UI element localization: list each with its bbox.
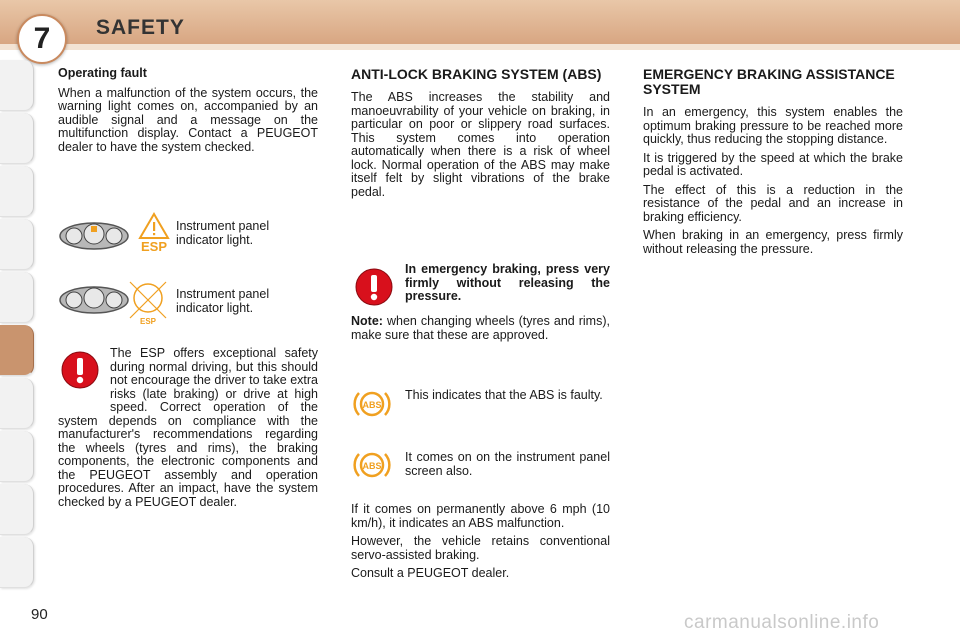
side-tab-3[interactable] <box>0 166 34 217</box>
side-tab-1[interactable] <box>0 60 34 111</box>
indicator-row-2 <box>58 278 306 326</box>
abs-description: The ABS increases the stability and manoeuvrability of your vehicle on braking, in particular on poor or slippery road surfaces. This system comes into operation automatically when there is a risk of wheel lock. Normal operation of the ABS may make itself felt by slight vibrations of the brake pedal. <box>351 90 610 199</box>
side-tab-4[interactable] <box>0 219 34 270</box>
servo-braking-text: However, the vehicle retains conventional servo-assisted braking. <box>351 534 610 562</box>
left-column <box>58 67 318 159</box>
emergency-warning-icon <box>354 267 394 307</box>
indicator-2-caption: Instrument panel indicator light. <box>176 287 270 315</box>
abs-warning-icon <box>352 388 392 420</box>
eba-paragraph-3: The effect of this is a reduction in the resistance of the pedal and an increase in braking efficiency. <box>643 182 903 224</box>
wheel-note <box>351 315 610 347</box>
operating-fault-text: When a malfunction of the system occurs, the warning light comes on, accompanied by an audible signal and a message on the multifunction display. Contact a PEUGEOT dealer to have the system checked. <box>58 85 318 154</box>
chapter-number-badge: 7 <box>17 14 67 64</box>
emergency-braking-heading: EMERGENCY BRAKING ASSISTANCE SYSTEM <box>643 66 895 97</box>
abs-malfunction-text: If it comes on permanently above 6 mph (10 km/h), it indicates an ABS malfunction. <box>351 502 610 530</box>
watermark: carmanualsonline.info <box>684 612 880 633</box>
abs-row-2 <box>352 449 392 481</box>
abs-caption-2-block <box>405 451 610 483</box>
esp-warning-text: The ESP offers exceptional safety during normal driving, but this should not encourage the driver to take extra risks (late braking) or drive at high speed. Correct operation of the system depends on compliance with the manufacturer's recommendations regarding the wheels (tyres and rims), the braking components, the electronic components and the PEUGEOT assembly and operation procedures. After an impact, have the system checked by a PEUGEOT dealer. <box>58 346 318 509</box>
abs-caption-2: It comes on on the instrument panel screen also. <box>405 450 610 478</box>
abs-row-1 <box>352 388 392 420</box>
abs-caption-1: This indicates that the ABS is faulty. <box>405 388 603 402</box>
side-tab-10[interactable] <box>0 537 34 588</box>
instrument-panel-esp-off-icon <box>58 278 170 326</box>
side-tab-9[interactable] <box>0 484 34 535</box>
emergency-braking-note <box>405 263 610 309</box>
esp-label: ESP <box>140 239 168 252</box>
section-title: SAFETY <box>96 16 185 39</box>
side-tab-8[interactable] <box>0 431 34 482</box>
note-text: when changing wheels (tyres and rims), make sure that these are approved. <box>351 314 610 342</box>
abs-malfunction-block <box>351 503 610 586</box>
abs-screen-icon <box>352 449 392 481</box>
side-tab-active[interactable] <box>0 325 34 376</box>
operating-fault-heading: Operating fault <box>58 66 147 80</box>
eba-paragraph-1: In an emergency, this system enables the optimum braking pressure to be reached more quickly, thus reducing the stopping distance. <box>643 105 903 146</box>
eba-paragraph-4: When braking in an emergency, press firmly without releasing the pressure. <box>643 228 903 256</box>
note-label: Note: <box>351 314 383 328</box>
indicator-row-1 <box>58 212 306 252</box>
eba-paragraph-2: It is triggered by the speed at which the brake pedal is activated. <box>643 150 903 178</box>
side-tab-5[interactable] <box>0 272 34 323</box>
emergency-braking-note-text: In emergency braking, press very firmly without releasing the pressure. <box>405 262 610 303</box>
side-tab-strip <box>0 60 34 590</box>
right-column <box>643 67 903 261</box>
instrument-panel-icon <box>58 212 170 252</box>
esp-warning-block <box>58 347 318 509</box>
indicator-1-caption: Instrument panel indicator light. <box>176 219 270 247</box>
abs-caption-1-block <box>405 389 610 408</box>
side-tab-7[interactable] <box>0 378 34 429</box>
header-strip <box>0 44 960 50</box>
abs-icon-label-2: ABS <box>362 461 382 471</box>
abs-icon-label: ABS <box>362 400 382 410</box>
side-tab-2[interactable] <box>0 113 34 164</box>
middle-column <box>351 67 610 204</box>
abs-heading: ANTI-LOCK BRAKING SYSTEM (ABS) <box>351 66 602 82</box>
consult-dealer-text: Consult a PEUGEOT dealer. <box>351 566 510 580</box>
esp-label-small: ESP <box>139 317 157 326</box>
page-number: 90 <box>31 606 48 623</box>
